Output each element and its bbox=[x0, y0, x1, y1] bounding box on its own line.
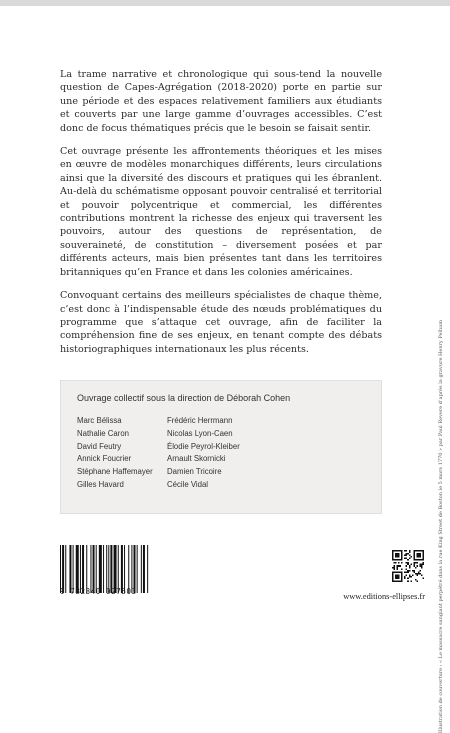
paragraph-conclusion: Convoquant certains des meilleurs spécialistes de chaque thème, c’est donc à l’indispensable étude des nœuds problématiques du programme que s’attaque cet ouvrage, afin de faciliter la compréhension fine de ses enjeux, en tenant compte des débats historiographiques internationaux les plus récents. bbox=[60, 290, 382, 355]
contributor-name: Nicolas Lyon-Caen bbox=[167, 428, 233, 438]
contributor-name: Marc Bélissa bbox=[77, 416, 122, 425]
isbn-barcode bbox=[60, 545, 180, 593]
top-edge-strip bbox=[0, 0, 450, 6]
isbn-digits: 9 782340 027503 bbox=[60, 587, 137, 596]
contributor-name: Frédéric Herrmann bbox=[167, 416, 233, 425]
contributor-name: Élodie Peyrol-Kleiber bbox=[167, 441, 240, 451]
contributors-panel bbox=[60, 380, 382, 514]
contributors-heading: Ouvrage collectif sous la direction de Déborah Cohen bbox=[77, 393, 291, 403]
contributor-name: David Feutry bbox=[77, 441, 122, 451]
contributor-name: Gilles Havard bbox=[77, 479, 124, 489]
qr-code-icon bbox=[392, 550, 424, 582]
contributor-name: Damien Tricoire bbox=[167, 467, 222, 477]
cover-illustration-credit: Illustration de couverture : « Le massacre sanglant perpétré dans la rue King Street de Boston le 5 mars 1770 » par Paul Revere d’après la gravure Henry Pelham bbox=[438, 320, 444, 733]
contributor-name: Nathalie Caron bbox=[77, 428, 130, 438]
paragraph-content: Cet ouvrage présente les affrontements théoriques et les mises en œuvre de modèles monarchiques différents, leurs circulations ainsi que la diversité des discours et pratiques qui les ébranlent. Au-delà du schématisme opposant pouvoir centralisé et territorial et pouvoir polycentrique et commercial, les différentes contributions montrent la richesse des enjeux qui traversent les pouvoirs, autour des questions de représentation, de souveraineté, de constitution – diversement posées et par différents acteurs, mais bien présentes tant dans les territoires britanniques qu’en France et dans les colonies américaines. bbox=[60, 146, 382, 278]
paragraph-intro: La trame narrative et chronologique qui sous-tend la nouvelle question de Capes-Agrégation (2018-2020) porte en partie sur une période et des espaces relativement familiers aux étudiants et couverts par une large gamme d’ouvrages accessibles. C’est donc de focus thématiques précis que le besoin se faisait sentir. bbox=[60, 69, 382, 134]
contributors-list bbox=[77, 415, 365, 491]
back-cover-text bbox=[60, 68, 382, 366]
contributor-name: Arnault Skornicki bbox=[167, 454, 226, 464]
contributor-name: Annick Foucrier bbox=[77, 454, 132, 464]
contributor-name: Cécile Vidal bbox=[167, 479, 209, 489]
contributor-name: Stéphane Haffemayer bbox=[77, 467, 153, 477]
publisher-website: www.editions-ellipses.fr bbox=[343, 592, 425, 601]
